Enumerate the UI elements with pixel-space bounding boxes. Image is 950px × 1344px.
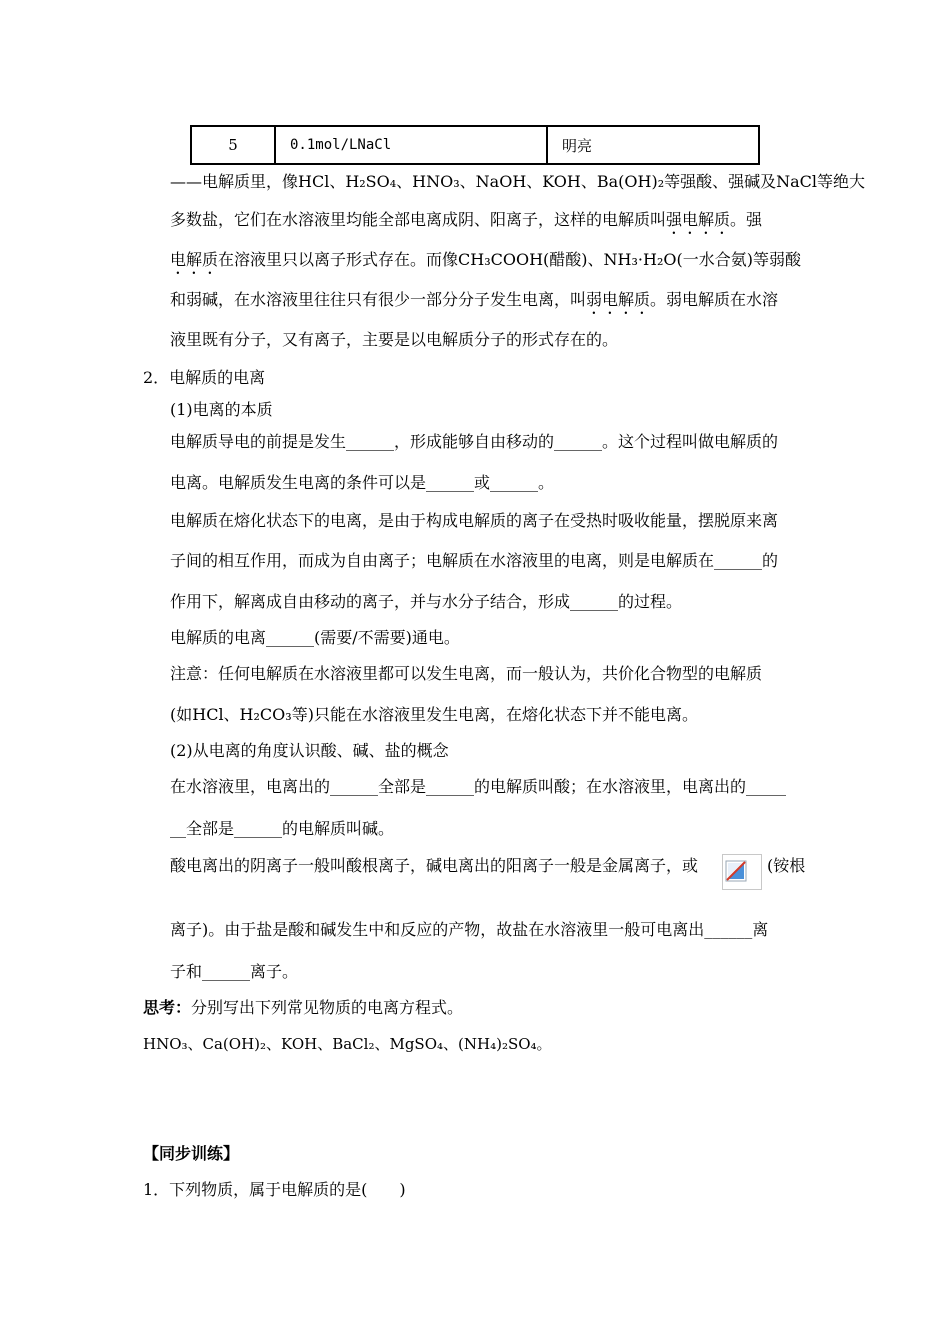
paragraph-line: 电解质在熔化状态下的电离，是由于构成电解质的离子在受热时吸收能量，摆脱原来离 xyxy=(170,511,779,530)
intro-text: 多数盐，它们在水溶液里均能全部电离成阴、阳离子，这样的电解质叫 xyxy=(170,210,667,229)
intro-line-3 xyxy=(170,250,801,278)
formula-line: HNO₃、Ca(OH)₂、KOH、BaCl₂、MgSO₄、(NH₄)₂SO₄。 xyxy=(143,1035,552,1053)
practice-question: 1．下列物质，属于电解质的是( ) xyxy=(143,1180,406,1199)
section-heading: 2．电解质的电离 xyxy=(143,368,266,387)
solution-cell: 0.1mol/LNaCl xyxy=(275,126,547,164)
intro-text: 在溶液里只以离子形式存在。而像CH₃COOH(醋酸)、NH₃·H₂O(一水合氨)等弱酸 xyxy=(218,250,801,269)
paragraph-line: 子和______离子。 xyxy=(170,962,299,981)
paragraph-line: 离子)。由于盐是酸和碱发生中和反应的产物，故盐在水溶液里一般可电离出______离 xyxy=(170,920,769,939)
table-row xyxy=(191,126,759,164)
intro-line-1: ——电解质里，像HCl、H₂SO₄、HNO₃、NaOH、KOH、Ba(OH)₂等强酸、强碱及NaCl等绝大 xyxy=(170,172,866,191)
intro-text: 。强 xyxy=(730,210,763,229)
paragraph-line-tail: (铵根 xyxy=(767,856,806,875)
practice-heading: 【同步训练】 xyxy=(143,1144,240,1163)
paragraph-line: 子间的相互作用，而成为自由离子；电解质在水溶液里的电离，则是电解质在______的 xyxy=(170,551,779,570)
strong-electrolyte-term: 强电解质 xyxy=(666,210,731,229)
intro-line-4 xyxy=(170,290,778,318)
intro-text: 。弱电解质在水溶 xyxy=(650,290,779,309)
think-line xyxy=(143,998,463,1018)
think-text: 分别写出下列常见物质的电离方程式。 xyxy=(191,998,464,1017)
paragraph-line: 在水溶液里，电离出的______全部是______的电解质叫酸；在水溶液里，电离出的_____ xyxy=(170,777,787,796)
paragraph-line: 电离。电解质发生电离的条件可以是______或______。 xyxy=(170,473,555,492)
subsection-heading: (1)电离的本质 xyxy=(170,400,273,419)
weak-electrolyte-term: 弱电解质 xyxy=(586,290,651,309)
electrolyte-term: 电解质 xyxy=(170,250,219,269)
paragraph-line: 作用下，解离成自由移动的离子，并与水分子结合，形成______的过程。 xyxy=(170,592,683,611)
result-cell: 明亮 xyxy=(547,126,759,164)
paragraph-line: 电解质导电的前提是发生______，形成能够自由移动的______。这个过程叫做电解质的 xyxy=(170,432,779,451)
broken-image-icon xyxy=(722,854,762,890)
intro-line-5: 液里既有分子，又有离子，主要是以电解质分子的形式存在的。 xyxy=(170,330,619,349)
think-label: 思考： xyxy=(143,998,192,1017)
subsection-heading: (2)从电离的角度认识酸、碱、盐的概念 xyxy=(170,741,449,760)
note-line: 注意：任何电解质在水溶液里都可以发生电离，而一般认为，共价化合物型的电解质 xyxy=(170,664,763,683)
experiment-table xyxy=(190,125,760,165)
note-line: (如HCl、H₂CO₃等)只能在水溶液里发生电离，在熔化状态下并不能电离。 xyxy=(170,705,698,724)
row-number: 5 xyxy=(191,126,275,164)
paragraph-line: 酸电离出的阴离子一般叫酸根离子，碱电离出的阳离子一般是金属离子，或 xyxy=(170,856,699,875)
intro-line-2 xyxy=(170,210,762,238)
paragraph-line: __全部是______的电解质叫碱。 xyxy=(170,819,395,838)
paragraph-line: 电解质的电离______(需要/不需要)通电。 xyxy=(170,628,460,647)
intro-text: 和弱碱，在水溶液里往往只有很少一部分分子发生电离，叫 xyxy=(170,290,587,309)
